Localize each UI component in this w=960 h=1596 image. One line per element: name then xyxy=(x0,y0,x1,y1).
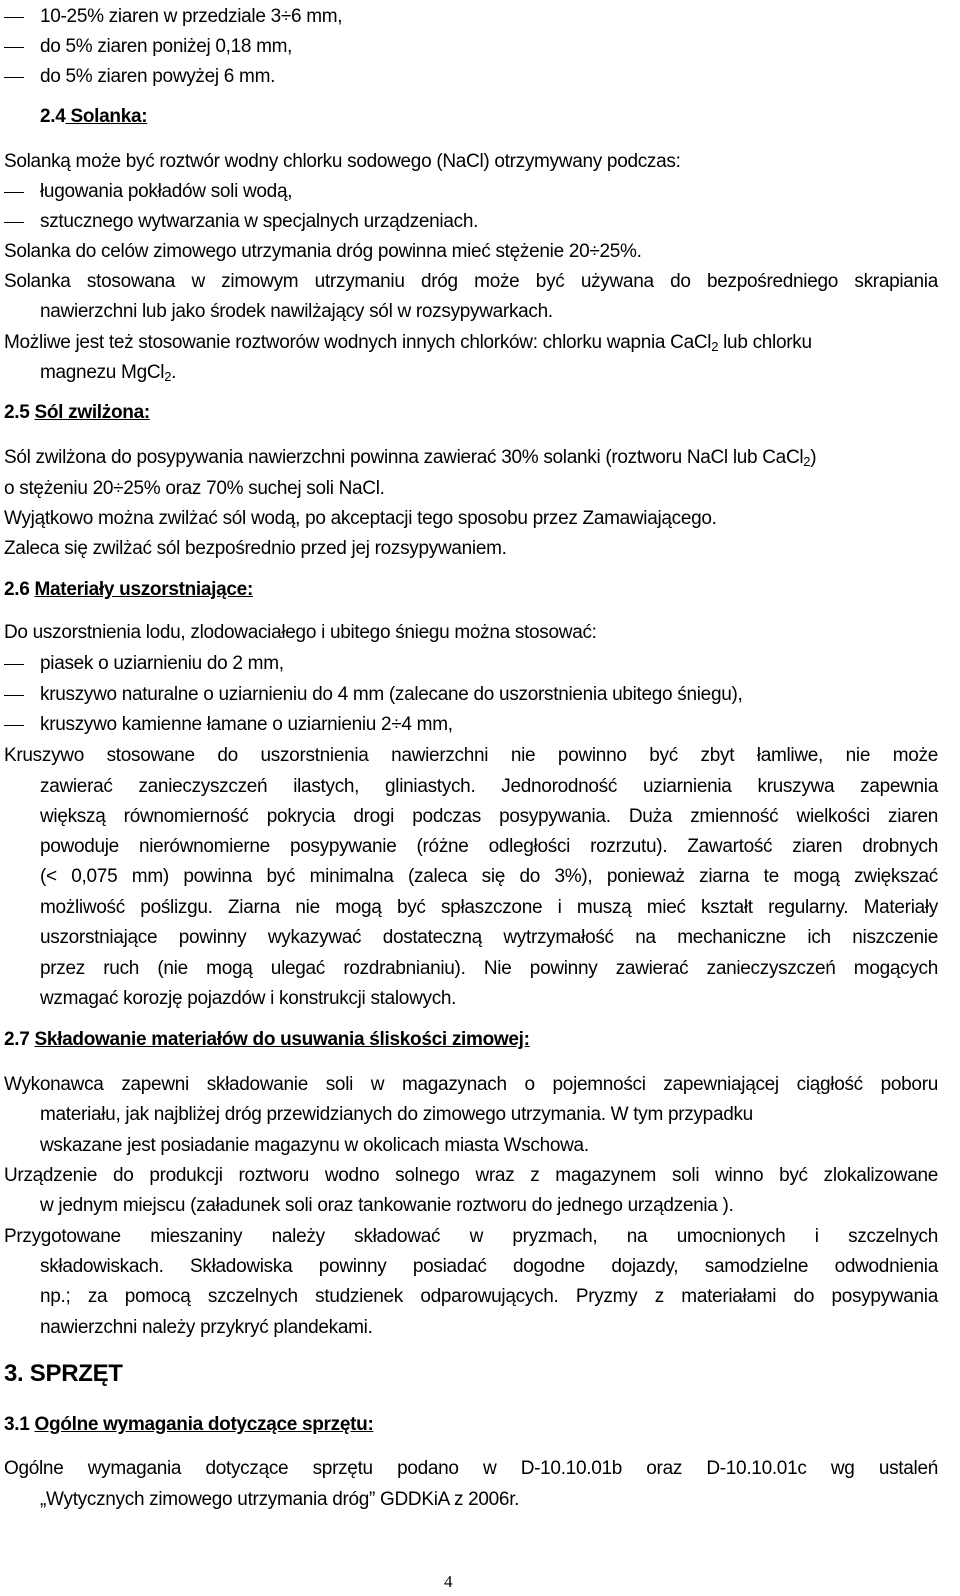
section-heading-2-5: 2.5 Sól zwilżona: xyxy=(4,402,150,423)
paragraph-continuation: powoduje nierównomierne posypywanie (różne odległości rozrzutu). Zawartość ziaren drobnych xyxy=(40,836,938,857)
list-item: 10-25% ziaren w przedziale 3÷6 mm, xyxy=(40,6,343,27)
paragraph-continuation: wzmagać korozję pojazdów i konstrukcji stalowych. xyxy=(40,988,457,1009)
paragraph: Solanką może być roztwór wodny chlorku sodowego (NaCl) otrzymywany podczas: xyxy=(4,151,681,172)
list-dash xyxy=(4,77,24,78)
list-dash xyxy=(4,47,24,48)
paragraph-continuation: materiału, jak najbliżej dróg przewidzianych do zimowego utrzymania. W tym przypadku xyxy=(40,1104,753,1125)
list-dash xyxy=(4,222,24,223)
section-heading-2-6: 2.6 Materiały uszorstniające: xyxy=(4,579,253,600)
list-item: kruszywo kamienne łamane o uziarnieniu 2÷4 mm, xyxy=(40,714,453,735)
section-heading-3-1: 3.1 Ogólne wymagania dotyczące sprzętu: xyxy=(4,1414,374,1435)
paragraph-continuation: wskazane jest posiadanie magazynu w okolicach miasta Wschowa. xyxy=(40,1135,589,1156)
paragraph-continuation: przez ruch (nie mogą ulegać rozdrabnianiu). Nie powinny zawierać zanieczyszczeń mogących xyxy=(40,958,938,979)
paragraph: Możliwe jest też stosowanie roztworów wodnych innych chlorków: chlorku wapnia CaCl$_2$ lub chlorku xyxy=(4,332,812,354)
list-dash xyxy=(4,17,24,18)
list-item: piasek o uziarnieniu do 2 mm, xyxy=(40,653,284,674)
paragraph-continuation: magnezu MgCl$_2$. xyxy=(40,362,177,384)
paragraph: Przygotowane mieszaniny należy składować w pryzmach, na umocnionych i szczelnych xyxy=(4,1226,938,1247)
list-item: ługowania pokładów soli wodą, xyxy=(40,181,293,202)
paragraph-continuation: np.; za pomocą szczelnych studzienek odparowujących. Pryzmy z materiałami do posypywania xyxy=(40,1286,938,1307)
list-dash xyxy=(4,725,24,726)
paragraph-continuation: (< 0,075 mm) powinna być minimalna (zaleca się do 3%), ponieważ ziarna te mogą zwiększać xyxy=(40,866,938,887)
list-item: kruszywo naturalne o uziarnieniu do 4 mm (zalecane do uszorstnienia ubitego śniegu), xyxy=(40,684,743,705)
list-dash xyxy=(4,192,24,193)
paragraph: Kruszywo stosowane do uszorstnienia nawierzchni nie powinno być zbyt łamliwe, nie może xyxy=(4,745,938,766)
paragraph: Urządzenie do produkcji roztworu wodno solnego wraz z magazynem soli winno być zlokalizowane xyxy=(4,1165,938,1186)
paragraph: Ogólne wymagania dotyczące sprzętu podano w D-10.10.01b oraz D-10.10.01c wg ustaleń xyxy=(4,1458,938,1479)
paragraph-continuation: uszorstniające powinny wykazywać dostateczną wytrzymałość na mechaniczne ich niszczenie xyxy=(40,927,938,948)
list-dash xyxy=(4,664,24,665)
list-dash xyxy=(4,695,24,696)
paragraph-continuation: nawierzchni lub jako środek nawilżający sól w rozsypywarkach. xyxy=(40,301,553,322)
section-heading-2-7: 2.7 Składowanie materiałów do usuwania śliskości zimowej: xyxy=(4,1029,530,1050)
list-item: do 5% ziaren poniżej 0,18 mm, xyxy=(40,36,293,57)
paragraph-continuation: składowiskach. Składowiska powinny posiadać dogodne dojazdy, samodzielne odwodnienia xyxy=(40,1256,938,1277)
paragraph: Sól zwilżona do posypywania nawierzchni powinna zawierać 30% solanki (roztworu NaCl lub CaCl$_2$) xyxy=(4,447,817,469)
paragraph-continuation: „Wytycznych zimowego utrzymania dróg” GDDKiA z 2006r. xyxy=(40,1489,520,1510)
paragraph: Do uszorstnienia lodu, zlodowaciałego i ubitego śniegu można stosować: xyxy=(4,622,597,643)
section-heading-2-4: 2.4 Solanka: xyxy=(40,106,148,127)
paragraph: Solanka stosowana w zimowym utrzymaniu dróg może być używana do bezpośredniego skrapiania xyxy=(4,271,938,292)
chapter-heading: 3. SPRZĘT xyxy=(4,1360,123,1387)
list-item: sztucznego wytwarzania w specjalnych urządzeniach. xyxy=(40,211,479,232)
paragraph: Zaleca się zwilżać sól bezpośrednio przed jej rozsypywaniem. xyxy=(4,538,507,559)
paragraph-continuation: zawierać zanieczyszczeń ilastych, gliniastych. Jednorodność uziarnienia kruszywa zapewnia xyxy=(40,776,938,797)
paragraph: Solanka do celów zimowego utrzymania dróg powinna mieć stężenie 20÷25%. xyxy=(4,241,642,262)
paragraph-continuation: większą równomierność pokrycia drogi podczas posypywania. Duża zmienność wielkości ziaren xyxy=(40,806,938,827)
list-item: do 5% ziaren powyżej 6 mm. xyxy=(40,66,276,87)
paragraph: Wyjątkowo można zwilżać sól wodą, po akceptacji tego sposobu przez Zamawiającego. xyxy=(4,508,717,529)
paragraph-continuation: o stężeniu 20÷25% oraz 70% suchej soli NaCl. xyxy=(4,478,385,499)
paragraph: Wykonawca zapewni składowanie soli w magazynach o pojemności zapewniającej ciągłość poboru xyxy=(4,1074,938,1095)
paragraph-continuation: w jednym miejscu (załadunek soli oraz tankowanie roztworu do jednego urządzenia ). xyxy=(40,1195,734,1216)
paragraph-continuation: możliwość poślizgu. Ziarna nie mogą być spłaszczone i muszą mieć kształt regularny. Materiały xyxy=(40,897,938,918)
page-number: 4 xyxy=(444,1572,453,1591)
paragraph-continuation: nawierzchni należy przykryć plandekami. xyxy=(40,1317,373,1338)
